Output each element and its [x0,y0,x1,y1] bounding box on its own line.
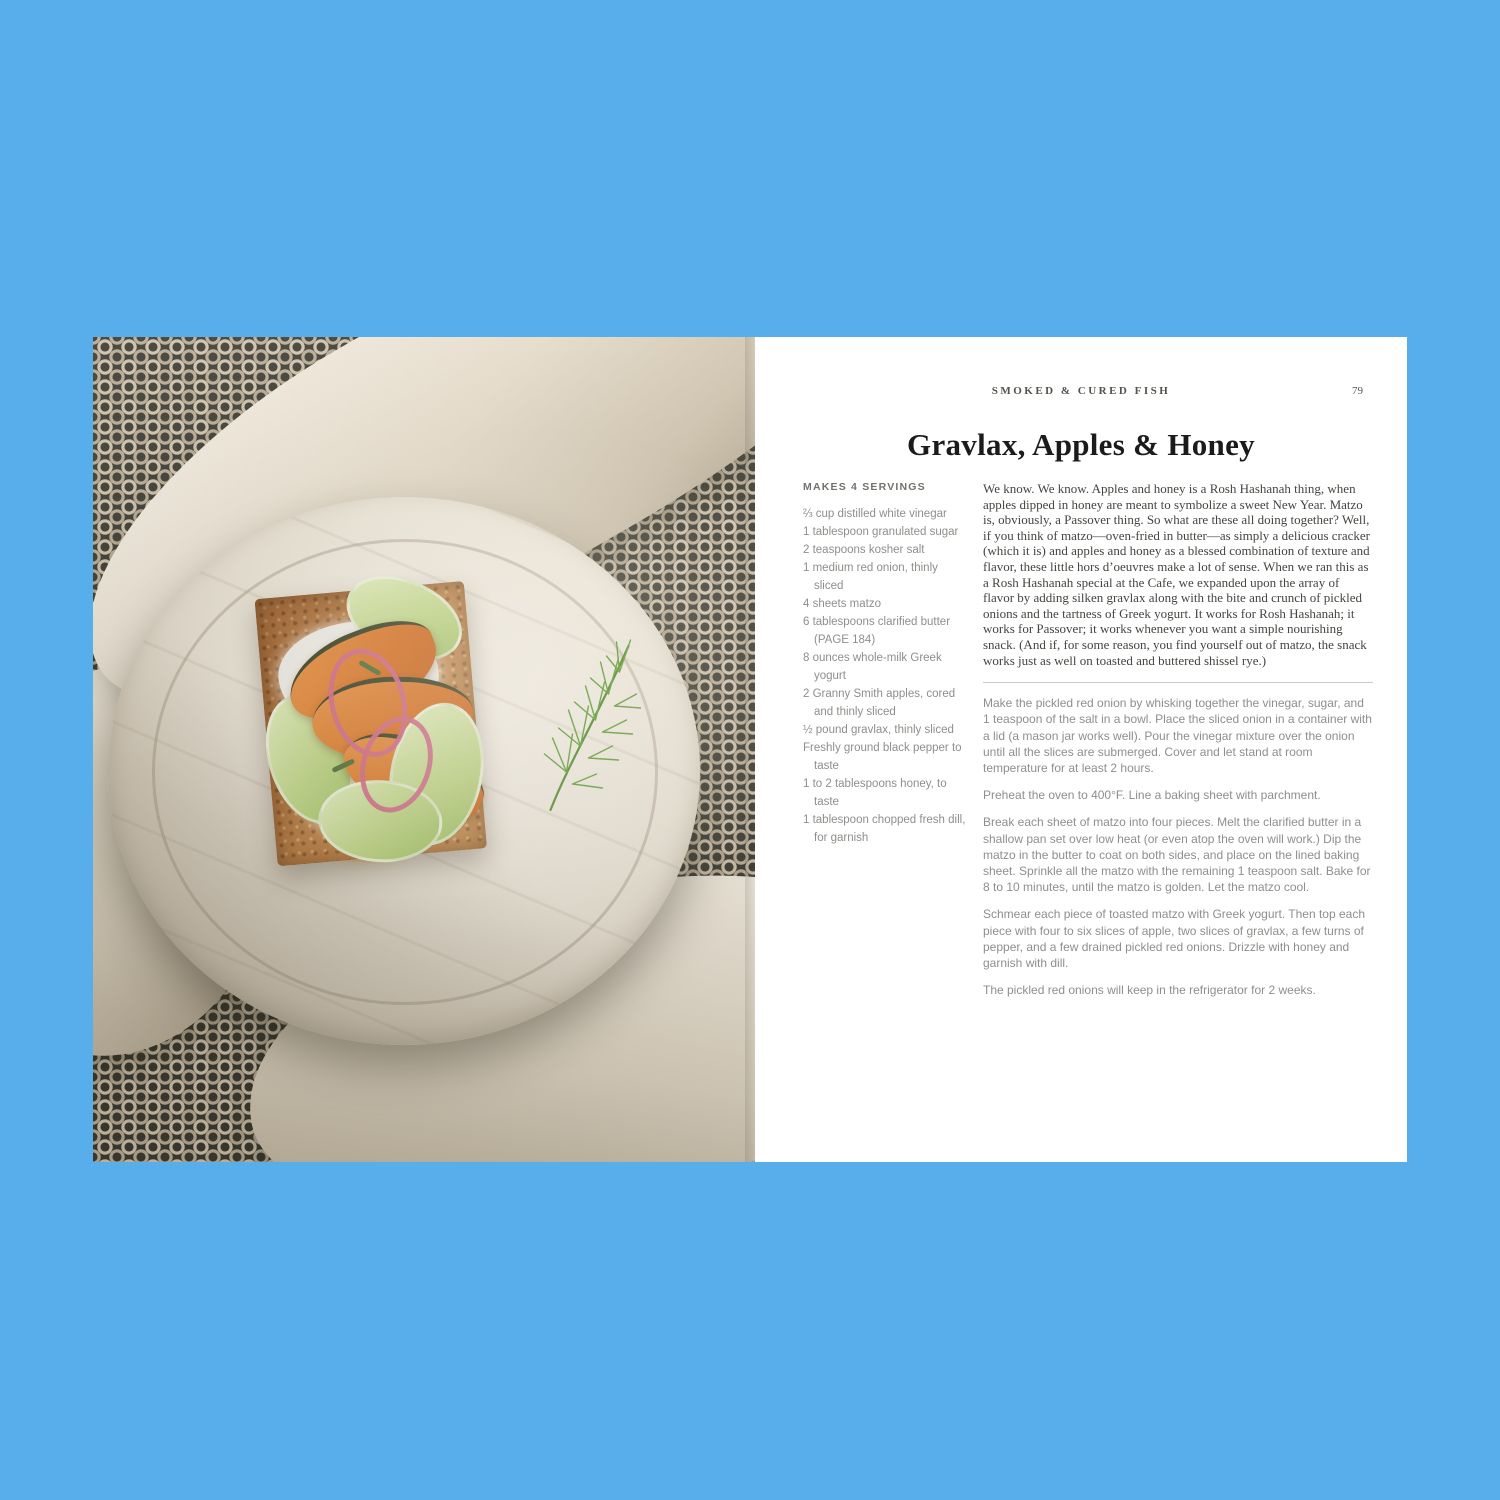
ingredients-list [803,505,968,847]
ingredient-item: 2 Granny Smith apples, cored and thinly sliced [803,688,956,718]
ingredient-item: 6 tablespoons clarified butter (PAGE 184) [803,616,951,646]
cookbook-spread [93,337,1407,1162]
recipe-page [755,337,1407,1162]
recipe-body-column [983,481,1373,1009]
ingredient-item: Freshly ground black pepper to taste [803,742,962,772]
ingredient-item: 2 teaspoons kosher salt [803,544,925,556]
section-divider [983,682,1373,683]
ingredient-item: ½ pound gravlax, thinly sliced [803,724,954,736]
ingredient-item: 1 to 2 tablespoons honey, to taste [803,778,947,808]
method-step: Break each sheet of matzo into four pieces. Melt the clarified butter in a shallow pan set over low heat (or even atop the oven will work.) Dip the matzo in the butter to coat on both sides, and place on the lined baking sheet. Sprinkle all the matzo with the remaining 1 teaspoon salt. Bake for 8 to 10 minutes, until the matzo is golden. Let the matzo cool. [983,815,1371,895]
method-step: Make the pickled red onion by whisking together the vinegar, sugar, and 1 teaspoon of the salt in a bowl. Place the sliced onion in a container with a lid (a mason jar works well). Pour the vinegar mixture over the onion until all the slices are submerged. Cover and let stand at room temperature for at least 2 hours. [983,696,1372,775]
matzo-toast [245,565,510,887]
ingredient-item: 4 sheets matzo [803,598,881,610]
page-gutter [745,337,755,1162]
method-step: Schmear each piece of toasted matzo with Greek yogurt. Then top each piece with four to six slices of apple, two slices of gravlax, a few turns of pepper, and a few drained pickled red onions. Drizzle with honey and garnish with dill. [983,907,1365,970]
method-step: Preheat the oven to 400°F. Line a baking sheet with parchment. [983,788,1321,803]
chapter-running-head: SMOKED & CURED FISH [991,385,1171,397]
recipe-headnote: We know. We know. Apples and honey is a Rosh Hashanah thing, when apples dipped in honey are meant to symbolize a sweet New Year. Matzo is, obviously, a Passover thing. So what are these all doing together? Well, if you think of matzo—oven-fried in butter—as simply a delicious cracker (which it is) and apples and honey as a blessed combination of texture and flavor, these little hors d’oeuvres make a lot of sense. When we ran this as a Rosh Hashanah special at the Cafe, we expanded upon the array of flavor by adding silken gravlax along with the bite and crunch of pickled onions and the tartness of Greek yogurt. It works for Rosh Hashanah; it works for Passover; it works whenever you want a simple nourishing snack. (And if, for some reason, you find yourself out of matzo, the snack works just as well on toasted and buttered shissel rye.) [983,481,1370,668]
ingredient-item: 8 ounces whole-milk Greek yogurt [803,652,942,682]
recipe-title: Gravlax, Apples & Honey [907,426,1255,462]
dill-sprig [536,632,651,817]
recipe-photo [93,337,755,1162]
ingredient-item: 1 tablespoon granulated sugar [803,526,959,538]
method-step: The pickled red onions will keep in the refrigerator for 2 weeks. [983,983,1316,998]
page-number: 79 [1352,385,1363,397]
ingredient-item: 1 tablespoon chopped fresh dill, for garnish [803,814,966,844]
ingredient-item: 1 medium red onion, thinly sliced [803,562,938,592]
method-steps [983,695,1373,998]
ingredient-item: ⅔ cup distilled white vinegar [803,508,947,520]
servings-label: MAKES 4 SERVINGS [803,481,926,493]
